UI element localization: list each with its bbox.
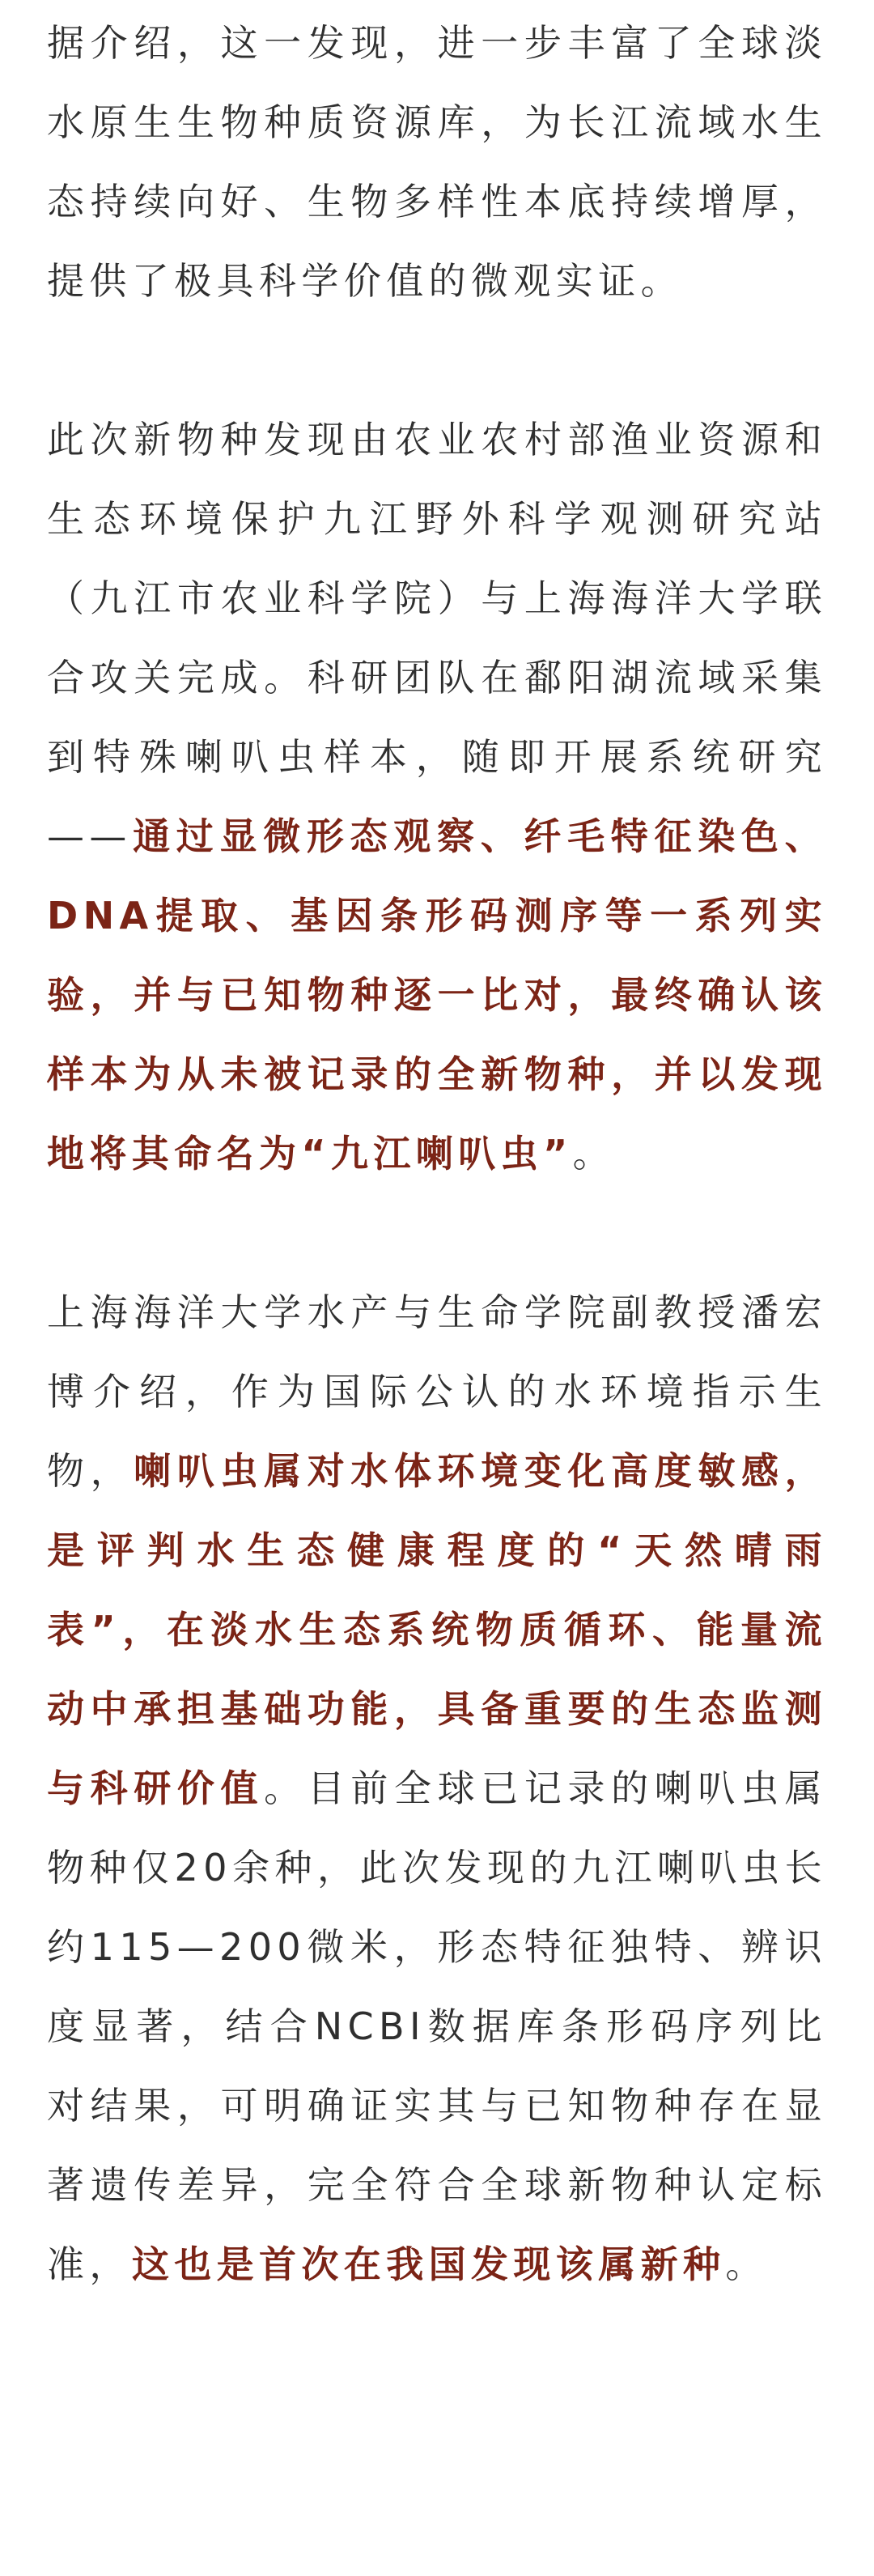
paragraph-text: 。: [572, 1132, 616, 1175]
paragraph-expert-comment: [47, 1273, 827, 2304]
paragraph-text: 上海海洋大学水产与生命学院副教授潘宏博介绍，作为国际公认的水环境指示生物，: [47, 1290, 827, 1493]
paragraph-discovery-significance: [47, 3, 827, 321]
paragraph-text: 。目前全球已记录的喇叭虫属物种仅20余种，此次发现的九江喇叭虫长约115—200微米，形态特征独特、辨识度显著，结合NCBI数据库条形码序列比对结果，可明确证实其与已知物种存在显著遗传差异，完全符合全球新物种认定标准，: [47, 1766, 828, 2286]
paragraph-text: 此次新物种发现由农业农村部渔业资源和生态环境保护九江野外科学观测研究站（九江市农业科学院）与上海海洋大学联合攻关完成。科研团队在鄱阳湖流域采集到特殊喇叭虫样本，随即开展系统研究——: [47, 418, 827, 858]
paragraph-text: 据介绍，这一发现，进一步丰富了全球淡水原生生物种质资源库，为长江流域水生态持续向好、生物多样性本底持续增厚，提供了极具科学价值的微观实证。: [47, 21, 827, 303]
paragraph-research-process: [47, 400, 827, 1193]
highlighted-text: 喇叭虫属对水体环境变化高度敏感，是评判水生态健康程度的“天然晴雨表”，在淡水生态系统物质循环、能量流动中承担基础功能，具备重要的生态监测与科研价值: [47, 1449, 827, 1810]
highlighted-text: 这也是首次在我国发现该属新种: [131, 2242, 726, 2286]
paragraph-text: 。: [725, 2242, 768, 2286]
highlighted-text: 通过显微形态观察、纤毛特征染色、DNA提取、基因条形码测序等一系列实验，并与已知物种逐一比对，最终确认该样本为从未被记录的全新物种，并以发现地将其命名为“九江喇叭虫”: [47, 814, 827, 1175]
